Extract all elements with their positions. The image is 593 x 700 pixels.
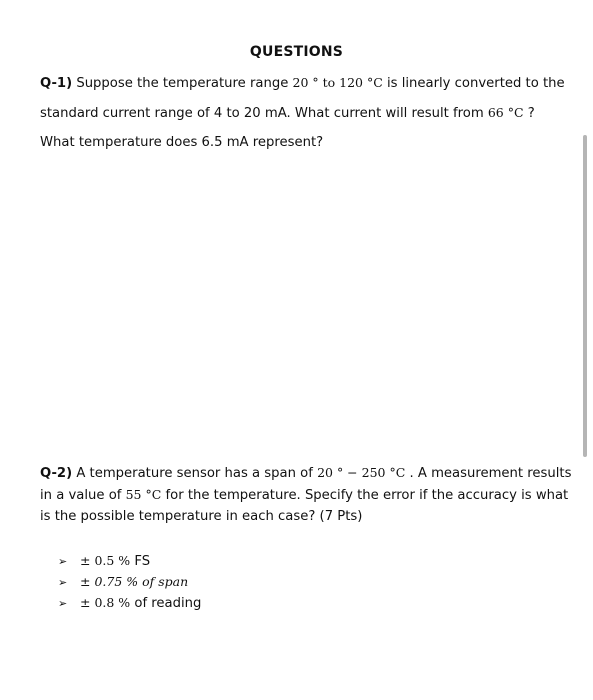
list-item	[58, 550, 201, 571]
question-1-text-c: standard current range of 4 to 20 mA. What current will result from	[40, 106, 488, 121]
temperature-range-expression: 20 ° to 120 °C	[292, 75, 383, 90]
question-2-text-c: in a value of	[40, 488, 126, 503]
question-2-number: Q-2)	[40, 466, 73, 481]
question-2-text-e: is the possible temperature in each case? (7 Pts)	[40, 509, 363, 524]
list-item	[58, 571, 201, 592]
arrow-bullet-icon: ➢	[58, 597, 68, 610]
question-1-line-1	[40, 73, 565, 103]
vertical-scrollbar[interactable]	[583, 135, 587, 457]
question-1-number: Q-1)	[40, 76, 73, 91]
temperature-value-expression: 66 °C	[487, 105, 524, 120]
question-1-text-a: Suppose the temperature range	[72, 76, 293, 91]
accuracy-expression: ± 0.75 % of span	[80, 574, 189, 589]
question-2-text-a: A temperature sensor has a span of	[72, 466, 318, 481]
measured-value-expression: 55 °C	[125, 487, 162, 502]
accuracy-expression: ± 0.8 %	[80, 595, 131, 610]
question-2	[40, 463, 572, 529]
question-1-line-3	[40, 133, 565, 163]
question-2-line-3	[40, 507, 565, 529]
question-1-text-b: is linearly converted to the	[382, 76, 565, 91]
accuracy-case-list	[58, 550, 201, 613]
question-1-text-e: What temperature does 6.5 mA represent?	[40, 135, 324, 150]
arrow-bullet-icon: ➢	[58, 576, 68, 589]
accuracy-basis: FS	[130, 554, 151, 569]
page-title: QUESTIONS	[249, 44, 344, 60]
sensor-span-expression: 20 ° − 250 °C	[317, 465, 406, 480]
question-2-line-2	[40, 485, 569, 507]
question-2-line-1	[40, 463, 572, 485]
arrow-bullet-icon: ➢	[58, 555, 68, 568]
question-2-text-d: for the temperature. Specify the error if the accuracy is what	[161, 488, 569, 503]
question-1-line-2	[40, 103, 565, 133]
accuracy-basis: of reading	[130, 596, 202, 611]
list-item	[58, 592, 201, 613]
question-1	[40, 73, 565, 163]
question-2-text-b: . A measurement results	[405, 466, 572, 481]
question-1-text-d: ?	[523, 106, 535, 121]
accuracy-expression: ± 0.5 %	[80, 553, 131, 568]
